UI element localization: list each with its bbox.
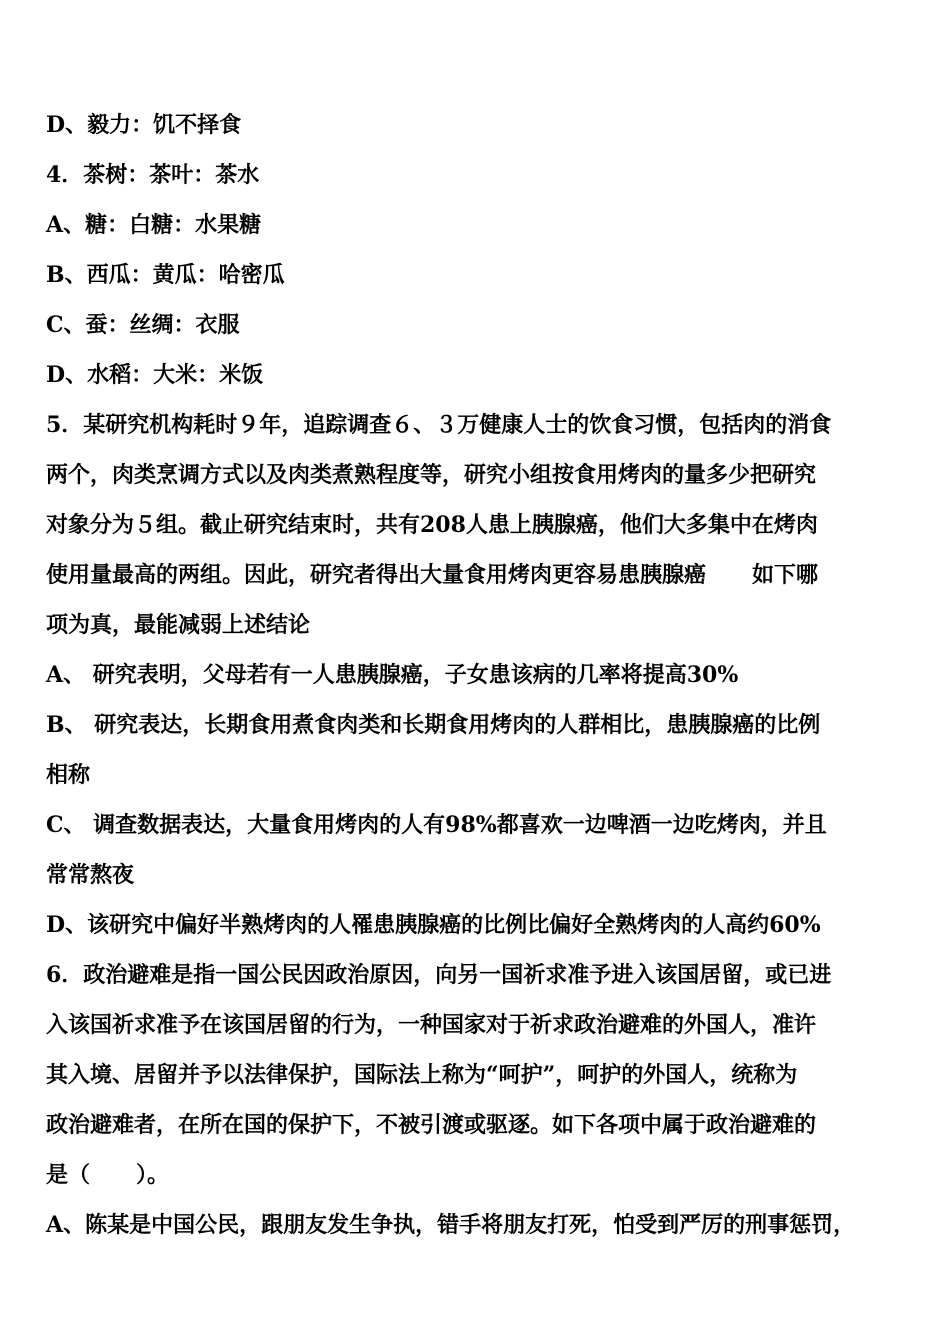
- question-5-line-2: 两个，肉类烹调方式以及肉类煮熟程度等，研究小组按食用烤肉的量多少把研究: [46, 462, 817, 488]
- option-c-q4: C、蚕：丝绸：衣服: [46, 312, 240, 338]
- option-b-q5-line-2: 相称: [46, 762, 91, 788]
- question-4-stem: 4．茶树：茶叶：茶水: [46, 162, 260, 188]
- question-5-line-1: 5．某研究机构耗时９年，追踪调查６、３万健康人士的饮食习惯，包括肉的消食: [46, 412, 832, 438]
- option-b-q5-line-1: B、 研究表达，长期食用煮食肉类和长期食用烤肉的人群相比，患胰腺癌的比例: [46, 712, 821, 738]
- option-d-q4: D、水稻：大米：米饭: [46, 362, 264, 388]
- option-a-q6-line-1: A、陈某是中国公民，跟朋友发生争执，错手将朋友打死，怕受到严厉的刑事惩罚，: [46, 1212, 856, 1238]
- question-5-line-5: 项为真，最能减弱上述结论: [46, 612, 311, 638]
- option-d-q3: D、毅力：饥不择食: [46, 112, 242, 138]
- question-6-line-2: 入该国祈求准予在该国居留的行为，一种国家对于祈求政治避难的外国人，准许: [46, 1012, 817, 1038]
- question-6-line-4: 政治避难者，在所在国的保护下，不被引渡或驱逐。如下各项中属于政治避难的: [46, 1112, 817, 1138]
- option-c-q5-line-1: C、 调查数据表达，大量食用烤肉的人有98%都喜欢一边啤酒一边吃烤肉，并且: [46, 812, 827, 838]
- option-d-q5: D、该研究中偏好半熟烤肉的人罹患胰腺癌的比例比偏好全熟烤肉的人高约60%: [46, 912, 821, 938]
- question-6-line-3: 其入境、居留并予以法律保护，国际法上称为“呵护”，呵护的外国人，统称为: [46, 1062, 798, 1088]
- option-c-q5-line-2: 常常熬夜: [46, 862, 135, 888]
- question-6-line-1: 6．政治避难是指一国公民因政治原因，向另一国祈求准予进入该国居留，或已进: [46, 962, 832, 988]
- option-a-q5: A、 研究表明，父母若有一人患胰腺癌，子女患该病的几率将提高30%: [46, 662, 739, 688]
- question-6-line-5: 是（ ）。: [46, 1162, 169, 1188]
- question-5-line-4: 使用量最高的两组。因此，研究者得出大量食用烤肉更容易患胰腺癌 如下哪: [46, 562, 818, 588]
- question-5-line-3: 对象分为５组。截止研究结束时，共有208人患上胰腺癌，他们大多集中在烤肉: [46, 512, 818, 538]
- option-b-q4: B、西瓜：黄瓜：哈密瓜: [46, 262, 285, 288]
- option-a-q4: A、糖：白糖：水果糖: [46, 212, 262, 238]
